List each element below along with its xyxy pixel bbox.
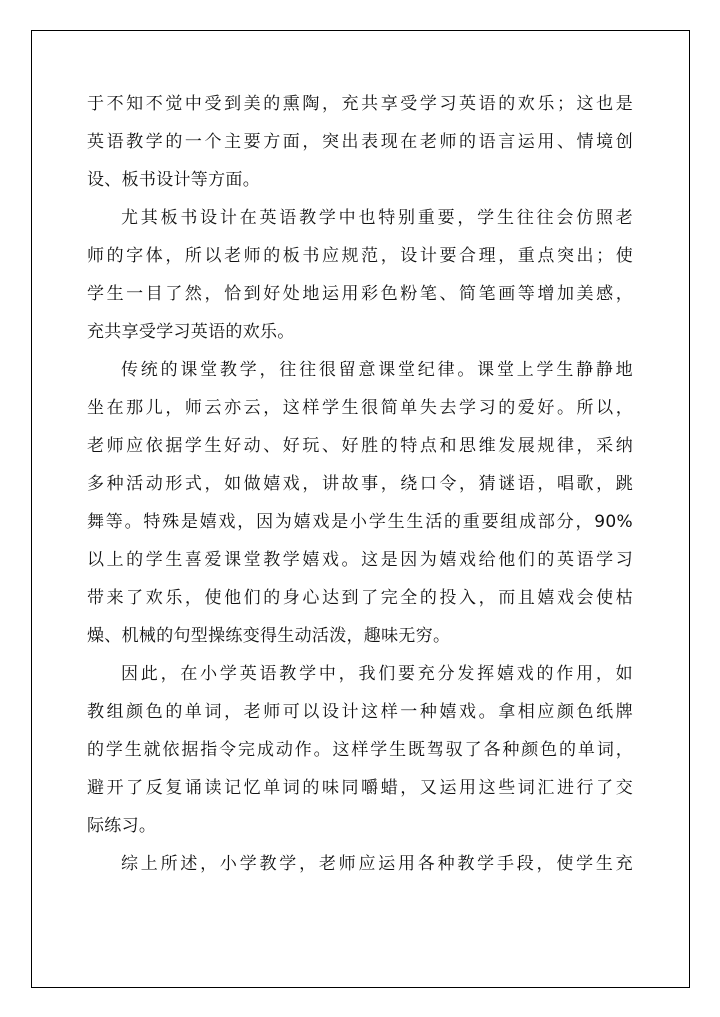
text-line: 燥、机械的句型操练变得生动活泼，趣味无穷。 [87, 626, 451, 646]
text-line: 带来了欢乐，使他们的身心达到了完全的投入，而且嬉戏会使枯 [87, 588, 633, 608]
text-line: 英语教学的一个主要方面，突出表现在老师的语言运用、情境创 [87, 132, 633, 152]
paragraph-first-line: 尤其板书设计在英语教学中也特别重要，学生往往会仿照老 [121, 208, 633, 228]
paragraph-first-line: 因此，在小学英语教学中，我们要充分发挥嬉戏的作用，如 [121, 664, 633, 684]
text-line: 多种活动形式，如做嬉戏，讲故事，绕口令，猜谜语，唱歌，跳 [87, 474, 633, 494]
text-line: 设、板书设计等方面。 [87, 170, 260, 190]
text-line: 避开了反复诵读记忆单词的味同嚼蜡，又运用这些词汇进行了交 [87, 778, 633, 798]
text-line: 舞等。特殊是嬉戏，因为嬉戏是小学生生活的重要组成部分，90% [87, 512, 633, 532]
text-line: 教组颜色的单词，老师可以设计这样一种嬉戏。拿相应颜色纸牌 [87, 702, 633, 722]
text-line: 坐在那儿，师云亦云，这样学生很简单失去学习的爱好。所以， [87, 398, 633, 418]
text-line: 充共享受学习英语的欢乐。 [87, 322, 295, 342]
text-line: 学生一目了然，恰到好处地运用彩色粉笔、简笔画等增加美感， [87, 284, 633, 304]
text-line: 于不知不觉中受到美的熏陶，充共享受学习英语的欢乐；这也是 [87, 94, 633, 114]
paragraph-first-line: 传统的课堂教学，往往很留意课堂纪律。课堂上学生静静地 [121, 360, 633, 380]
text-line: 际练习。 [87, 816, 157, 836]
paragraph-first-line: 综上所述，小学教学，老师应运用各种教学手段，使学生充 [121, 854, 633, 874]
text-line: 的学生就依据指令完成动作。这样学生既驾驭了各种颜色的单词， [87, 740, 633, 760]
text-line: 师的字体，所以老师的板书应规范，设计要合理，重点突出；使 [87, 246, 633, 266]
text-line: 以上的学生喜爱课堂教学嬉戏。这是因为嬉戏给他们的英语学习 [87, 550, 633, 570]
text-line: 老师应依据学生好动、好玩、好胜的特点和思维发展规律，采纳 [87, 436, 633, 456]
